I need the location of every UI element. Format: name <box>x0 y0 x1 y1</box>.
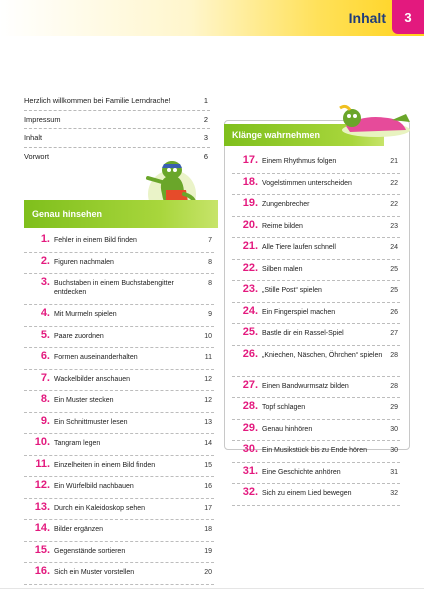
item-page: 14 <box>204 440 212 447</box>
item-label: „Stille Post“ spielen <box>262 287 322 294</box>
page-number-badge: 3 <box>392 0 424 34</box>
intro-item-page: 2 <box>203 114 208 124</box>
item-label: Zungenbrecher <box>262 201 310 208</box>
toc-item <box>232 281 400 303</box>
item-label: „Kniechen, Näschen, Öhrchen“ spielen <box>262 351 383 359</box>
item-label: Vogelstimmen unterscheiden <box>262 179 352 187</box>
item-label: Sich ein Muster vorstellen <box>54 569 135 576</box>
intro-item-page: 3 <box>203 133 208 142</box>
item-number: 2. <box>40 254 50 267</box>
item-page: 19 <box>204 547 212 555</box>
item-number: 6. <box>40 350 50 362</box>
item-number: 25. <box>242 326 258 338</box>
bottom-rule <box>0 588 424 589</box>
toc-item <box>232 195 400 217</box>
item-page: 31 <box>390 468 398 476</box>
item-label: Mit Murmeln spielen <box>54 311 117 318</box>
toc-list-left <box>24 231 214 585</box>
item-page: 28 <box>390 351 398 359</box>
toc-item <box>232 238 400 260</box>
item-number: 24. <box>242 304 258 317</box>
item-label: Bilder ergänzen <box>54 526 104 533</box>
item-number: 5. <box>40 328 50 341</box>
item-number: 31. <box>242 464 258 477</box>
item-number: 32. <box>242 486 258 498</box>
item-number: 14. <box>34 522 50 534</box>
dragon-lying-illustration <box>332 100 416 140</box>
item-label: Ein Musikstück bis zu Ende hören <box>262 447 368 454</box>
item-page: 9 <box>208 311 212 318</box>
toc-item <box>24 563 214 585</box>
toc-item <box>24 327 214 349</box>
toc-item <box>232 324 400 346</box>
item-label: Topf schlagen <box>262 404 306 411</box>
toc-item <box>24 477 214 499</box>
item-label: Wackelbilder anschauen <box>54 375 131 383</box>
item-number: 26. <box>242 347 258 360</box>
divider <box>24 147 210 148</box>
item-number: 16. <box>34 565 50 577</box>
intro-item-label: Impressum <box>24 114 61 124</box>
item-number: 18. <box>242 175 258 188</box>
intro-item <box>24 96 210 106</box>
item-label: Reime bilden <box>262 222 303 230</box>
item-page: 32 <box>390 490 398 497</box>
item-number: 19. <box>242 197 258 209</box>
intro-item <box>24 133 210 143</box>
item-page: 8 <box>208 258 212 266</box>
toc-item <box>24 231 214 253</box>
item-page: 12 <box>204 375 212 383</box>
item-label: Genau hinhören <box>262 425 313 433</box>
toc-item <box>232 484 400 506</box>
item-page: 11 <box>204 354 212 361</box>
item-label: Paare zuordnen <box>54 332 104 340</box>
toc-item <box>24 456 214 478</box>
item-page: 26 <box>390 308 398 316</box>
intro-item-page: 1 <box>203 96 208 105</box>
item-page: 12 <box>204 397 212 404</box>
item-label: Figuren nachmalen <box>54 258 114 266</box>
item-number: 11. <box>35 457 50 470</box>
intro-item <box>24 115 210 125</box>
item-label: Einem Rhythmus folgen <box>262 158 337 165</box>
item-number: 9. <box>40 414 50 427</box>
item-page: 22 <box>390 201 398 208</box>
intro-item-page: 6 <box>203 151 208 161</box>
item-number: 21. <box>242 240 258 252</box>
toc-item <box>232 441 400 463</box>
item-label: Fehler in einem Bild finden <box>54 237 137 244</box>
intro-item-label: Vorwort <box>24 151 50 161</box>
item-page: 21 <box>390 158 398 165</box>
item-page: 25 <box>390 287 398 294</box>
item-label: Durch ein Kaleidoskop sehen <box>54 504 146 512</box>
item-label: Gegenstände sortieren <box>54 547 126 555</box>
item-number: 7. <box>40 371 50 384</box>
item-page: 16 <box>204 483 212 490</box>
toc-item <box>24 520 214 542</box>
toc-item <box>24 253 214 275</box>
item-page: 29 <box>390 404 398 411</box>
item-label: Ein Würfelbild nachbauen <box>54 483 134 490</box>
item-page: 15 <box>204 461 212 469</box>
toc-item <box>24 413 214 435</box>
item-number: 23. <box>242 283 258 295</box>
item-number: 20. <box>242 218 258 231</box>
item-page: 13 <box>204 418 212 426</box>
item-label: Ein Schnittmuster lesen <box>54 418 128 426</box>
item-number: 1. <box>40 233 50 245</box>
item-number: 12. <box>34 479 50 491</box>
item-label: Bastle dir ein Rassel-Spiel <box>262 330 344 337</box>
item-number: 3. <box>40 276 50 288</box>
toc-item <box>232 174 400 196</box>
page-title: Inhalt <box>348 10 386 26</box>
item-number: 17. <box>242 154 258 166</box>
toc-item <box>232 260 400 282</box>
toc-item <box>232 377 400 399</box>
item-page: 27 <box>390 330 398 337</box>
item-number: 22. <box>242 261 258 274</box>
toc-item <box>24 499 214 521</box>
item-label: Alle Tiere laufen schnell <box>262 244 336 251</box>
item-label: Tangram legen <box>54 440 101 447</box>
toc-item <box>232 420 400 442</box>
item-page: 18 <box>204 526 212 533</box>
item-page: 20 <box>204 569 212 576</box>
item-page: 23 <box>390 222 398 230</box>
item-label: Buchstaben in einem Buchstabengitter entdecken <box>54 280 174 296</box>
item-page: 24 <box>390 244 398 251</box>
section-title: Genau hinsehen <box>32 209 103 219</box>
item-number: 10. <box>34 436 50 448</box>
toc-item <box>232 152 400 174</box>
item-page: 17 <box>204 504 212 512</box>
item-page: 22 <box>390 179 398 187</box>
item-label: Einen Bandwurmsatz bilden <box>262 382 349 390</box>
item-page: 30 <box>390 425 398 433</box>
item-number: 15. <box>34 543 50 556</box>
item-number: 8. <box>40 393 50 405</box>
item-number: 28. <box>242 400 258 412</box>
item-page: 8 <box>208 280 212 287</box>
toc-item <box>24 434 214 456</box>
toc-item <box>24 542 214 564</box>
divider <box>24 128 210 129</box>
item-label: Ein Muster stecken <box>54 397 114 404</box>
toc-item <box>24 348 214 370</box>
item-page: 25 <box>390 265 398 273</box>
item-number: 4. <box>40 307 50 319</box>
section-band-genau-hinsehen <box>24 200 218 228</box>
toc-item <box>232 217 400 239</box>
toc-item <box>24 274 214 305</box>
item-label: Formen auseinanderhalten <box>54 354 138 361</box>
toc-item <box>232 398 400 420</box>
item-label: Silben malen <box>262 265 303 273</box>
item-number: 30. <box>242 443 258 455</box>
toc-item <box>24 370 214 392</box>
toc-item <box>232 303 400 325</box>
item-page: 10 <box>204 332 212 340</box>
intro-item-label: Inhalt <box>24 133 43 142</box>
item-page: 30 <box>390 447 398 454</box>
item-number: 13. <box>34 500 50 513</box>
item-number: 29. <box>242 421 258 434</box>
toc-item <box>232 346 400 377</box>
item-label: Sich zu einem Lied bewegen <box>262 490 352 497</box>
divider <box>24 110 210 111</box>
item-label: Ein Fingerspiel machen <box>262 308 336 316</box>
toc-item <box>24 391 214 413</box>
toc-item <box>24 305 214 327</box>
intro-item-label: Herzlich willkommen bei Familie Lerndrache! <box>24 96 171 105</box>
item-number: 27. <box>242 378 258 391</box>
section-title: Klänge wahrnehmen <box>232 130 321 140</box>
toc-list-right <box>232 152 400 506</box>
item-label: Einzelheiten in einem Bild finden <box>54 461 156 469</box>
item-label: Eine Geschichte anhören <box>262 468 341 476</box>
toc-item <box>232 463 400 485</box>
item-page: 7 <box>208 237 212 244</box>
item-page: 28 <box>390 382 398 390</box>
